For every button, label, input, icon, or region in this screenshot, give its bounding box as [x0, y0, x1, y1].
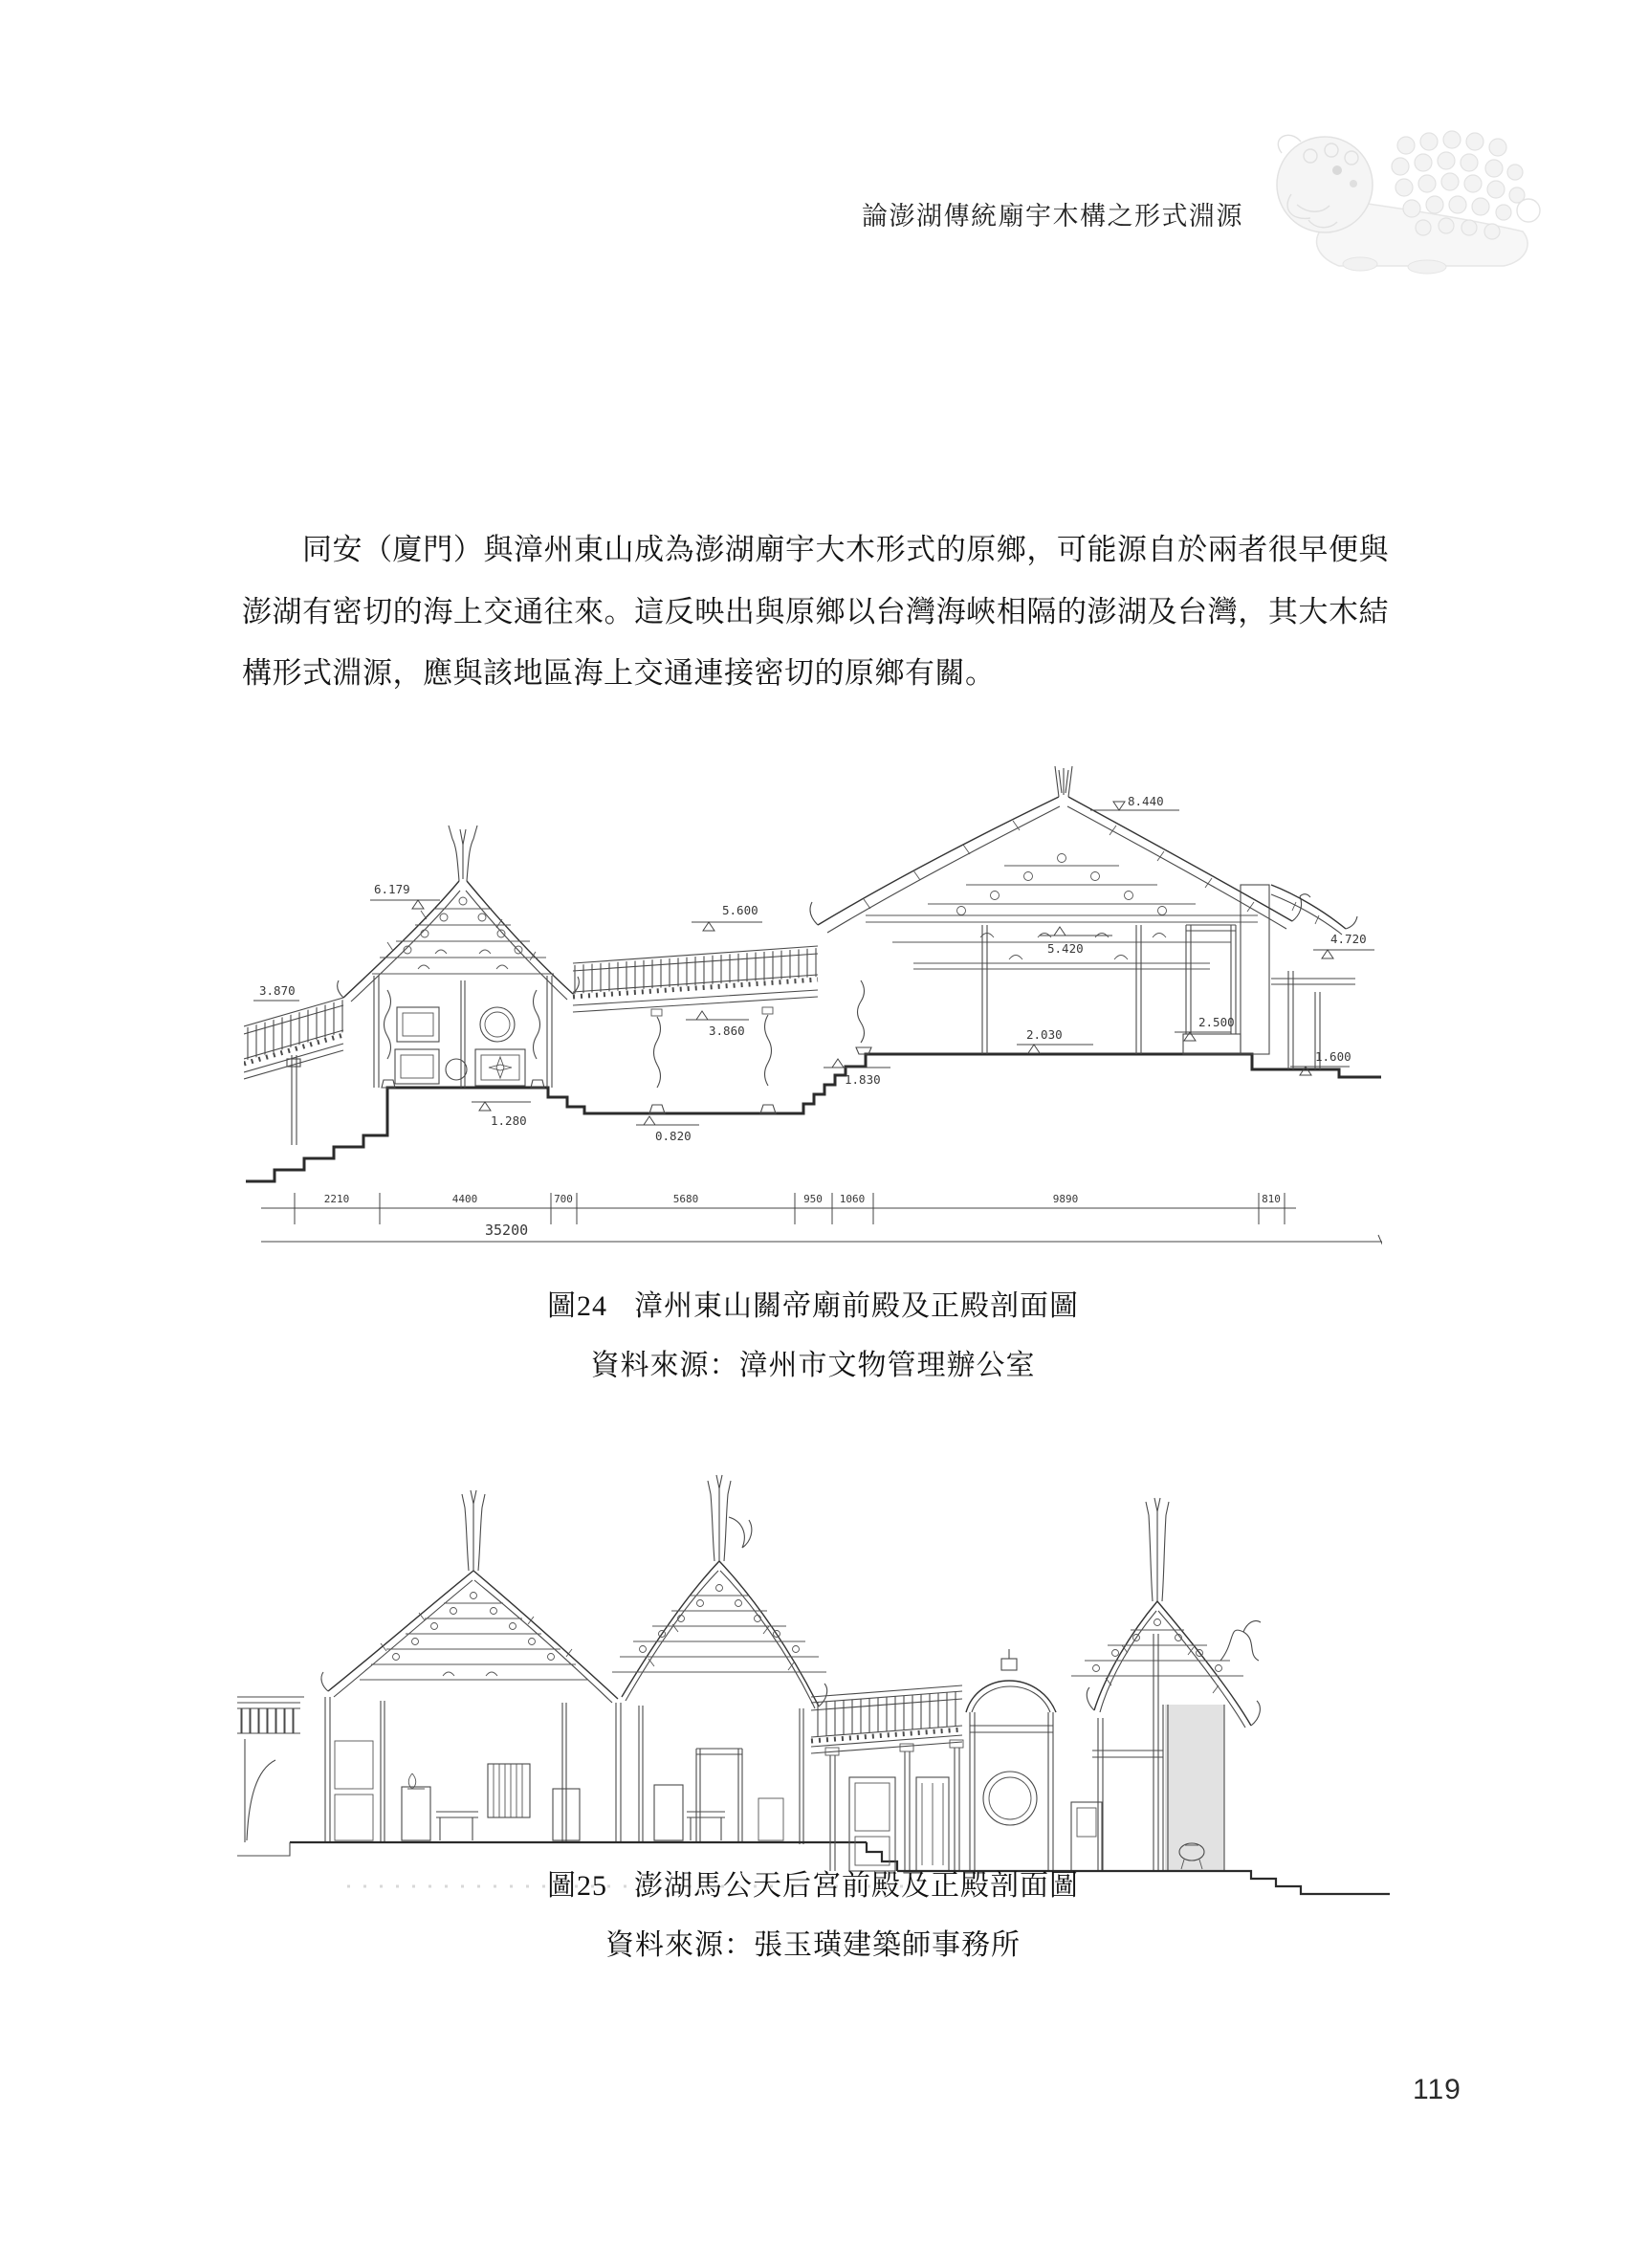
stone-lion-image — [1224, 113, 1549, 285]
svg-text:5.420: 5.420 — [1047, 941, 1084, 956]
svg-text:9890: 9890 — [1052, 1193, 1079, 1205]
svg-text:2210: 2210 — [323, 1193, 350, 1205]
figure24-drawing — [244, 751, 1382, 1248]
figure24-caption — [239, 1282, 1387, 1324]
figure25-drawing — [237, 1462, 1395, 1902]
svg-text:5680: 5680 — [672, 1193, 699, 1205]
svg-text:810: 810 — [1262, 1193, 1281, 1205]
svg-text:5.600: 5.600 — [722, 903, 758, 917]
figure24-source: 資料來源：漳州市文物管理辦公室 — [590, 1350, 1036, 1381]
svg-text:1060: 1060 — [839, 1193, 866, 1205]
svg-text:700: 700 — [554, 1193, 573, 1205]
figure25-number: 圖25 — [547, 1870, 607, 1902]
running-head-title: 論澎湖傳統廟宇木構之形式淵源 — [862, 202, 1243, 231]
svg-text:2.500: 2.500 — [1198, 1015, 1235, 1029]
page-number: 119 — [1413, 2074, 1461, 2105]
svg-text:3.860: 3.860 — [709, 1024, 745, 1038]
svg-text:35200: 35200 — [485, 1222, 529, 1239]
svg-text:2.030: 2.030 — [1026, 1027, 1063, 1042]
figure24-line-art — [244, 766, 1381, 1181]
svg-text:3.870: 3.870 — [259, 983, 296, 998]
svg-text:6.179: 6.179 — [374, 882, 410, 896]
svg-text:4.720: 4.720 — [1330, 932, 1367, 946]
svg-text:4400: 4400 — [451, 1193, 478, 1205]
svg-text:1.280: 1.280 — [491, 1113, 527, 1128]
svg-text:1.830: 1.830 — [845, 1072, 881, 1087]
figure24-dimension-line — [261, 1193, 1382, 1248]
figure25-title: 澎湖馬公天后宮前殿及正殿剖面圖 — [634, 1870, 1079, 1902]
figure25-caption — [239, 1861, 1387, 1904]
svg-text:8.440: 8.440 — [1128, 794, 1164, 808]
svg-text:950: 950 — [803, 1193, 823, 1205]
figure25-line-art — [237, 1475, 1390, 1894]
svg-text:0.820: 0.820 — [655, 1129, 692, 1143]
figure24-number: 圖24 — [547, 1290, 607, 1322]
body-paragraph: 同安（廈門）與漳州東山成為澎湖廟宇大木形式的原鄉，可能源自於兩者很早便與澎湖有密切的海上交通往來。這反映出與原鄉以台灣海峽相隔的澎湖及台灣，其大木結構形式淵源，應與該地區海上交通連接密切的原鄉有關。 — [242, 533, 1389, 690]
figure25-source: 資料來源：張玉璜建築師事務所 — [605, 1929, 1021, 1961]
svg-text:1.600: 1.600 — [1315, 1049, 1351, 1064]
figure24-title: 漳州東山關帝廟前殿及正殿剖面圖 — [634, 1290, 1079, 1322]
